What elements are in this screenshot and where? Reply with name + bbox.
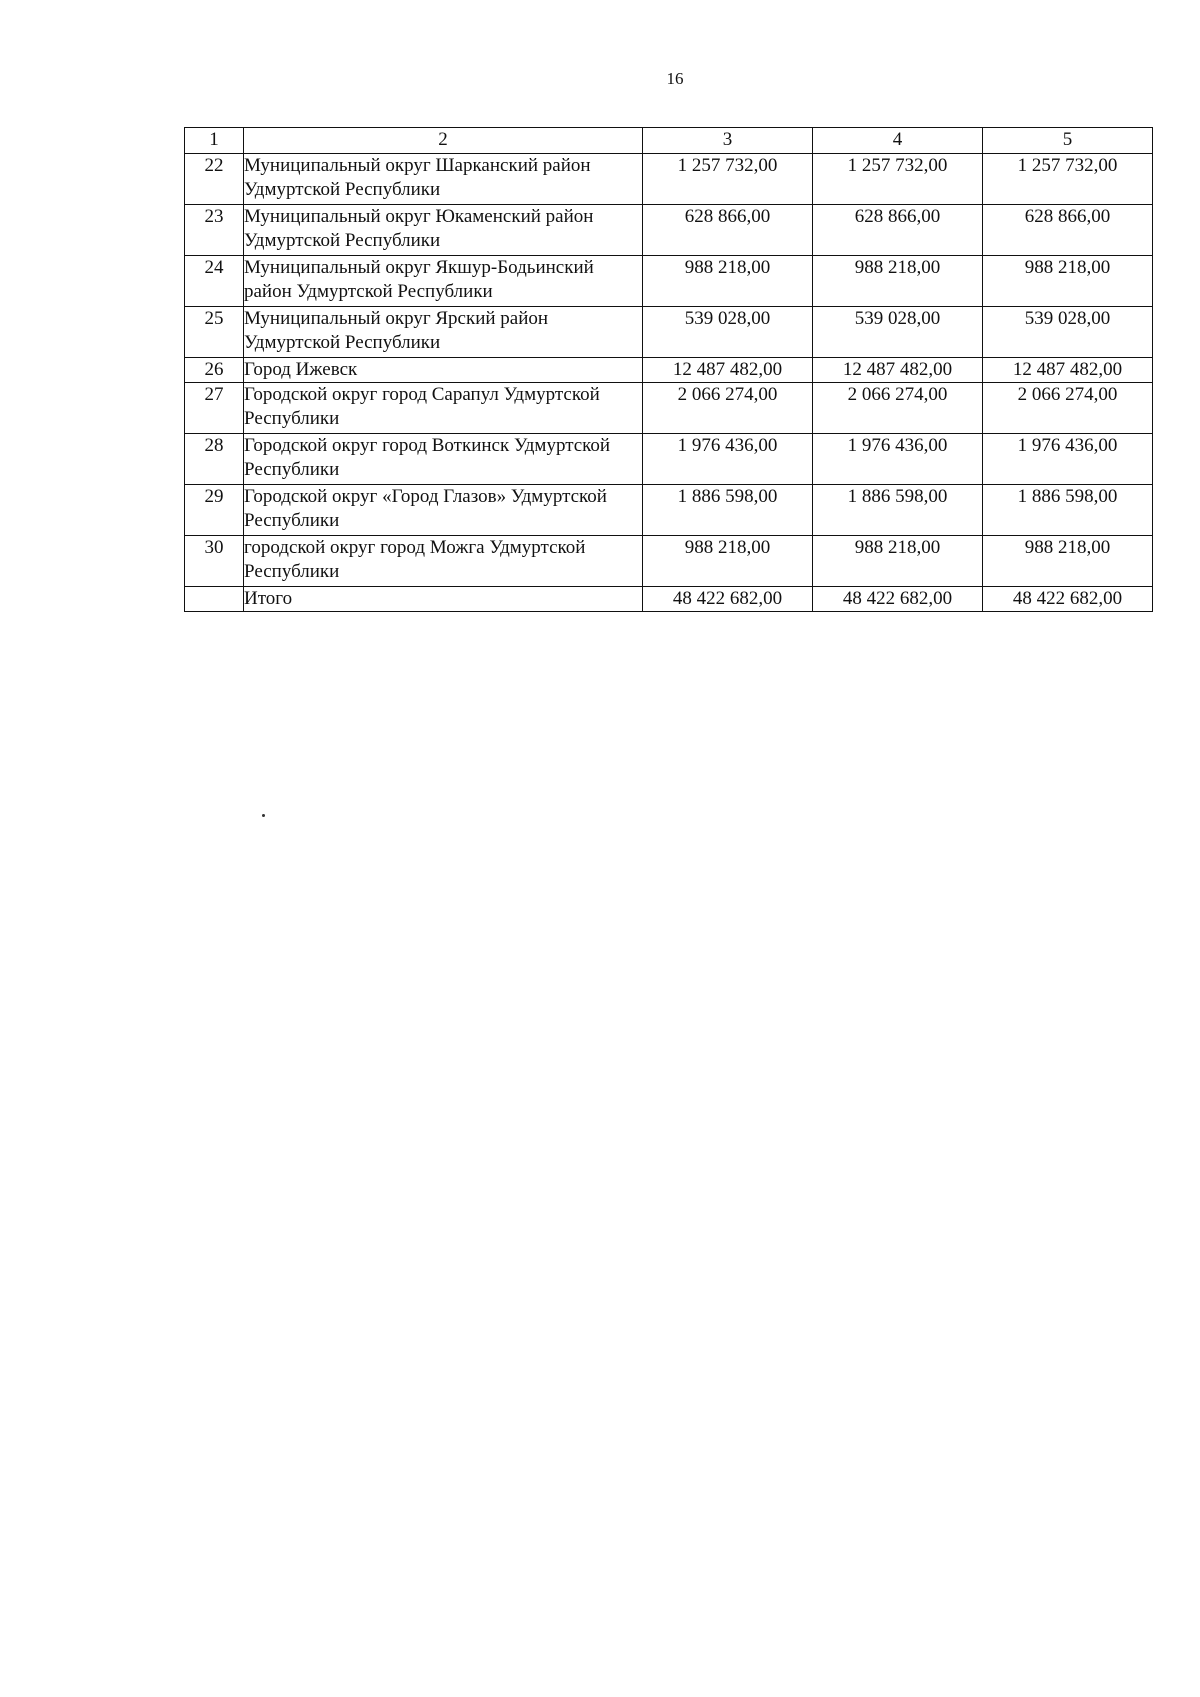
total-col-5: 48 422 682,00 [983, 587, 1153, 612]
total-row [185, 587, 1153, 612]
municipality-name: Городской округ «Город Глазов» Удмуртской Республики [244, 485, 643, 536]
amount-col-5: 1 257 732,00 [983, 154, 1153, 205]
table-row [185, 536, 1153, 587]
amount-col-5: 539 028,00 [983, 307, 1153, 358]
table-row [185, 307, 1153, 358]
amount-col-3: 628 866,00 [643, 205, 813, 256]
table-header-row [185, 128, 1153, 154]
page-number: 16 [666, 69, 684, 88]
header-col-3: 3 [643, 128, 813, 154]
amount-col-3: 1 257 732,00 [643, 154, 813, 205]
municipality-name: Муниципальный округ Шарканский район Удмуртской Республики [244, 154, 643, 205]
amount-col-5: 12 487 482,00 [983, 358, 1153, 383]
header-col-2: 2 [244, 128, 643, 154]
table-row [185, 485, 1153, 536]
amount-col-5: 1 886 598,00 [983, 485, 1153, 536]
allocation-table [184, 127, 1153, 612]
amount-col-5: 988 218,00 [983, 536, 1153, 587]
municipality-name: Муниципальный округ Юкаменский район Удмуртской Республики [244, 205, 643, 256]
municipality-name: Муниципальный округ Ярский район Удмуртской Республики [244, 307, 643, 358]
row-number: 26 [185, 358, 244, 383]
amount-col-5: 2 066 274,00 [983, 383, 1153, 434]
table-row [185, 256, 1153, 307]
municipality-name: Городской округ город Воткинск Удмуртской Республики [244, 434, 643, 485]
amount-col-5: 988 218,00 [983, 256, 1153, 307]
total-col-3: 48 422 682,00 [643, 587, 813, 612]
header-col-4: 4 [813, 128, 983, 154]
table-row [185, 434, 1153, 485]
row-number: 29 [185, 485, 244, 536]
municipality-name: городской округ город Можга Удмуртской Республики [244, 536, 643, 587]
amount-col-4: 1 257 732,00 [813, 154, 983, 205]
municipality-name: Муниципальный округ Якшур-Бодьинский район Удмуртской Республики [244, 256, 643, 307]
amount-col-5: 1 976 436,00 [983, 434, 1153, 485]
municipality-name: Городской округ город Сарапул Удмуртской Республики [244, 383, 643, 434]
row-number: 22 [185, 154, 244, 205]
amount-col-3: 1 976 436,00 [643, 434, 813, 485]
row-number: 24 [185, 256, 244, 307]
header-col-1: 1 [185, 128, 244, 154]
row-number: 23 [185, 205, 244, 256]
amount-col-4: 628 866,00 [813, 205, 983, 256]
table-row [185, 383, 1153, 434]
amount-col-4: 2 066 274,00 [813, 383, 983, 434]
row-number: 30 [185, 536, 244, 587]
row-number: 25 [185, 307, 244, 358]
amount-col-3: 988 218,00 [643, 536, 813, 587]
amount-col-3: 1 886 598,00 [643, 485, 813, 536]
amount-col-4: 988 218,00 [813, 536, 983, 587]
amount-col-4: 12 487 482,00 [813, 358, 983, 383]
amount-col-4: 1 886 598,00 [813, 485, 983, 536]
amount-col-4: 988 218,00 [813, 256, 983, 307]
scan-speck [262, 814, 265, 817]
row-number: 28 [185, 434, 244, 485]
table-row [185, 154, 1153, 205]
row-number: 27 [185, 383, 244, 434]
total-row-number [185, 587, 244, 612]
amount-col-4: 1 976 436,00 [813, 434, 983, 485]
amount-col-3: 539 028,00 [643, 307, 813, 358]
table-row [185, 358, 1153, 383]
amount-col-4: 539 028,00 [813, 307, 983, 358]
amount-col-3: 988 218,00 [643, 256, 813, 307]
amount-col-3: 12 487 482,00 [643, 358, 813, 383]
amount-col-5: 628 866,00 [983, 205, 1153, 256]
total-label: Итого [244, 587, 643, 612]
amount-col-3: 2 066 274,00 [643, 383, 813, 434]
header-col-5: 5 [983, 128, 1153, 154]
total-col-4: 48 422 682,00 [813, 587, 983, 612]
municipality-name: Город Ижевск [244, 358, 643, 383]
table-row [185, 205, 1153, 256]
